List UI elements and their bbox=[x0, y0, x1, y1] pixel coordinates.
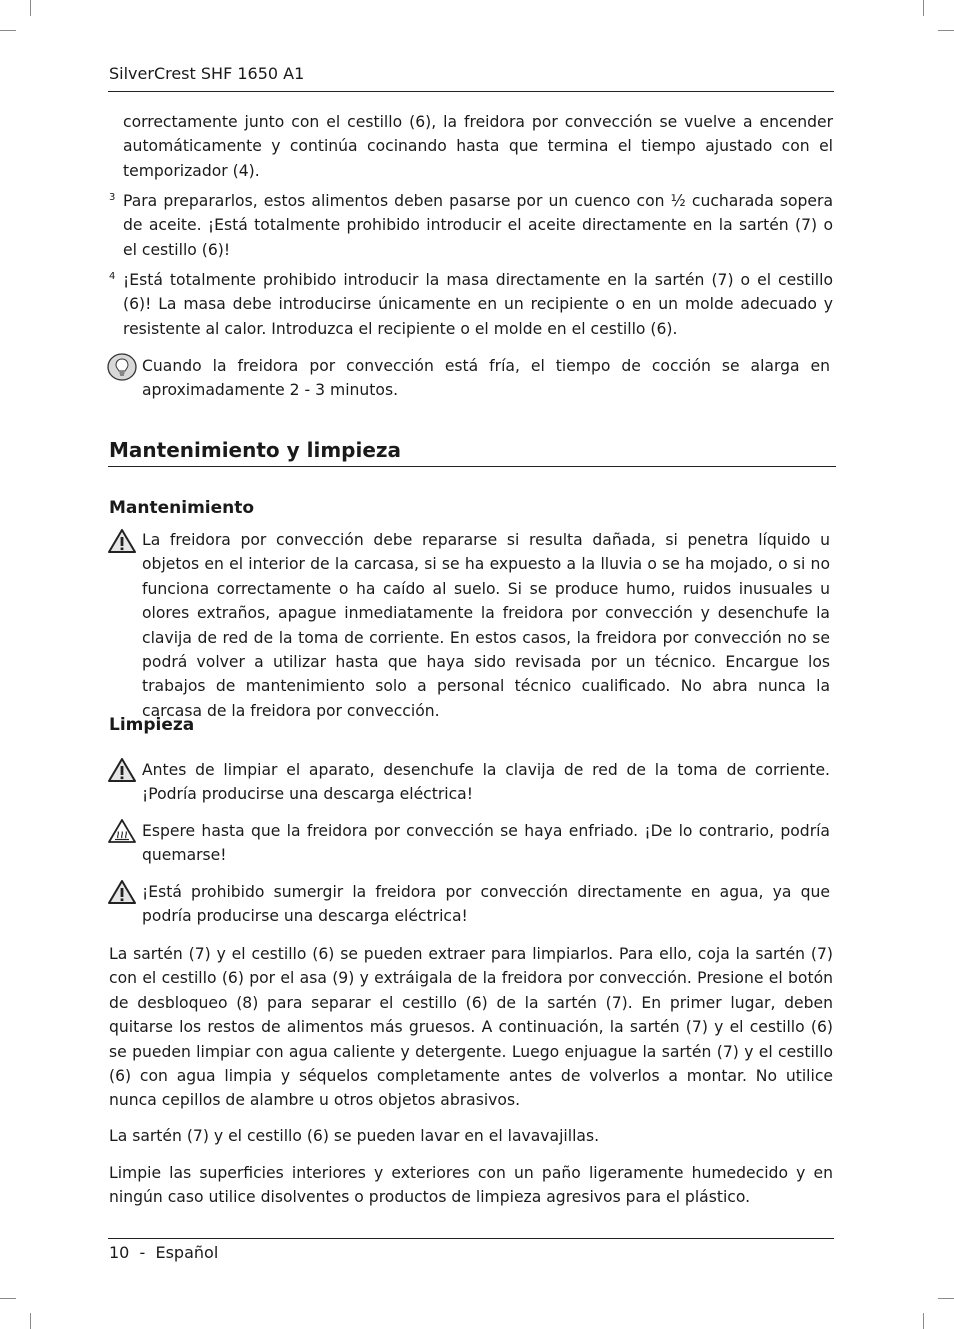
warning-triangle-icon bbox=[107, 757, 137, 783]
crop-mark bbox=[923, 0, 924, 16]
crop-mark bbox=[0, 30, 16, 31]
footnote-marker-3: 3 bbox=[109, 192, 116, 203]
crop-mark bbox=[923, 1313, 924, 1329]
maintenance-heading: Mantenimiento bbox=[109, 498, 255, 518]
section-rule bbox=[108, 466, 836, 467]
hot-surface-icon bbox=[107, 818, 137, 844]
cleaning-heading: Limpieza bbox=[109, 715, 195, 735]
crop-mark bbox=[938, 30, 954, 31]
crop-mark bbox=[938, 1298, 954, 1299]
footer-rule bbox=[108, 1238, 834, 1239]
cleaning-warning-water: ¡Está prohibido sumergir la freidora por convección directamente en agua, ya que podría producirse una descarga eléctrica! bbox=[142, 883, 830, 926]
lightbulb-tip-icon bbox=[107, 353, 137, 381]
footnote-3: Para prepararlos, estos alimentos deben pasarse por un cuenco con ½ cucharada sopera de aceite. ¡Está totalmente prohibido introducir el aceite directamente en la sartén (7) o el cestillo (6)! bbox=[123, 192, 833, 259]
cleaning-warning-electric: Antes de limpiar el aparato, desenchufe la clavija de red de la toma de corriente. ¡Podría producirse una descarga eléctrica! bbox=[142, 761, 830, 804]
header-rule bbox=[108, 91, 834, 92]
cleaning-paragraph-2: La sartén (7) y el cestillo (6) se pueden lavar en el lavavajillas. bbox=[109, 1127, 600, 1145]
page-number: 10 - Español bbox=[109, 1243, 219, 1262]
crop-mark bbox=[30, 1313, 31, 1329]
warning-triangle-icon bbox=[107, 879, 137, 905]
warning-triangle-icon bbox=[107, 528, 137, 554]
document-header-title: SilverCrest SHF 1650 A1 bbox=[109, 64, 305, 83]
continuation-paragraph: correctamente junto con el cestillo (6), la freidora por convección se vuelve a encender automáticamente y continúa cocinando hasta que termina el tiempo ajustado con el temporizador (4). bbox=[123, 113, 833, 180]
tip-paragraph: Cuando la freidora por convección está fría, el tiempo de cocción se alarga en aproximadamente 2 - 3 minutos. bbox=[142, 357, 830, 400]
footnote-4: ¡Está totalmente prohibido introducir la masa directamente en la sartén (7) o el cestillo (6)! La masa debe introducirse únicamente en un recipiente o en un molde adecuado y resistente al calor. Introduzca el recipiente o el molde en el cestillo (6). bbox=[123, 271, 833, 338]
section-title: Mantenimiento y limpieza bbox=[109, 438, 402, 462]
cleaning-warning-hot: Espere hasta que la freidora por convección se haya enfriado. ¡De lo contrario, podría quemarse! bbox=[142, 822, 830, 865]
cleaning-paragraph-1: La sartén (7) y el cestillo (6) se pueden extraer para limpiarlos. Para ello, coja la sartén (7) con el cestillo (6) por el asa (9) y extráigala de la freidora por convección. Presione el botón de desbloqueo (8) para separar el cestillo (6) de la sartén (7). En primer lugar, deben quitarse los restos de alimentos más gruesos. A continuación, la sartén (7) y el cestillo (6) se pueden limpiar con agua caliente y detergente. Luego enjuague la sartén (7) y el cestillo (6) con agua limpia y séquelos completamente antes de volverlos a montar. No utilice nunca cepillos de alambre u otros objetos abrasivos. bbox=[109, 945, 833, 1110]
crop-mark bbox=[30, 0, 31, 16]
maintenance-warning: La freidora por convección debe repararse si resulta dañada, si penetra líquido u objetos en el interior de la carcasa, si se ha expuesto a la lluvia o se ha mojado, o si no funciona correctamente o ha caído al suelo. Si se produce humo, ruidos inusuales u olores extraños, apague inmediatamente la freidora por convección y desenchufe la clavija de red de la toma de corriente. En estos casos, la freidora por convección no se podrá volver a utilizar hasta que haya sido revisada por un técnico. Encargue los trabajos de mantenimiento solo a personal técnico cualificado. No abra nunca la carcasa de la freidora por convección. bbox=[142, 531, 830, 720]
footnote-marker-4: 4 bbox=[109, 271, 116, 282]
crop-mark bbox=[0, 1298, 16, 1299]
cleaning-paragraph-3: Limpie las superficies interiores y exteriores con un paño ligeramente humedecido y en ningún caso utilice disolventes o productos de limpieza agresivos para el plástico. bbox=[109, 1164, 833, 1207]
